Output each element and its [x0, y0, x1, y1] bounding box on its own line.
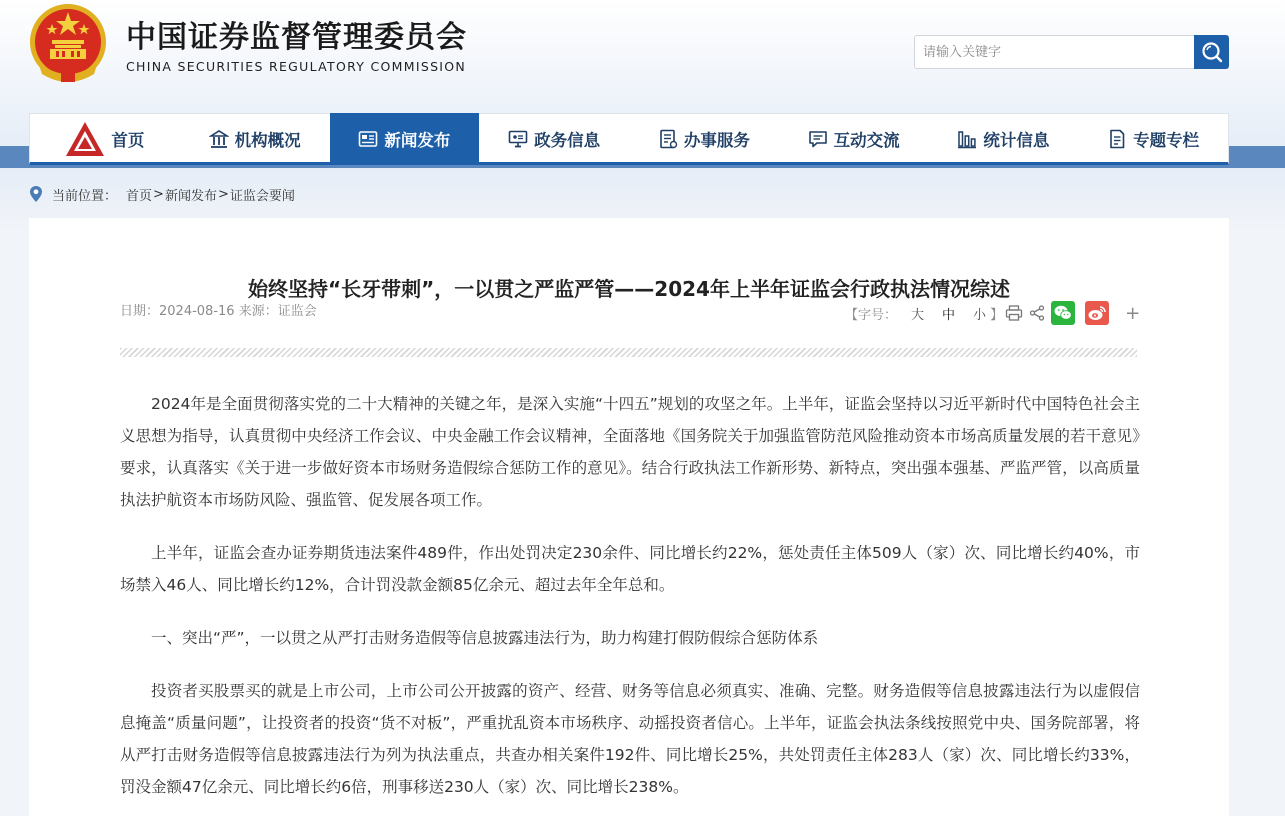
- weibo-share-button[interactable]: [1085, 301, 1109, 325]
- article-body: [120, 388, 1140, 816]
- search-icon: [1201, 41, 1223, 63]
- print-icon[interactable]: [1005, 304, 1023, 322]
- national-emblem-icon[interactable]: [28, 2, 108, 86]
- article-tools: [845, 300, 1140, 326]
- nav-item-about[interactable]: [180, 114, 330, 163]
- nav-item-label: 首页: [111, 130, 145, 150]
- wechat-icon: [1053, 304, 1073, 322]
- weibo-icon: [1087, 304, 1107, 322]
- article-panel: [29, 218, 1229, 816]
- article-paragraph: 2024年是全面贯彻落实党的二十大精神的关键之年，是深入实施“十四五”规划的攻坚之年。上半年，证监会坚持以习近平新时代中国特色社会主义思想为指导，认真贯彻中央经济工作会议、中央金融工作会议精神，全面落地《国务院关于加强监管防范风险推动资本市场高质量发展的若干意见》要求，认真落实《关于进一步做好资本市场财务造假综合惩防工作的意见》。结合行政执法工作新形势、新特点，突出强本强基、严监严管，以高质量执法护航资本市场防风险、强监管、促发展各项工作。: [120, 395, 1140, 509]
- nav-item-label: 专题专栏: [1133, 130, 1200, 150]
- nav-item-news[interactable]: [330, 113, 480, 165]
- search-button[interactable]: [1194, 35, 1229, 69]
- wechat-share-button[interactable]: [1051, 301, 1075, 325]
- site-header: [0, 0, 1285, 113]
- nav-item-government-info[interactable]: [479, 114, 629, 163]
- article-section-heading: 一、突出“严”，一以贯之从严打击财务造假等信息披露违法行为，助力构建打假防假综合惩防体系: [151, 629, 819, 647]
- nav-item-statistics[interactable]: [929, 114, 1079, 163]
- breadcrumb: [29, 184, 295, 204]
- font-size-close: 】: [990, 307, 1004, 323]
- article-paragraph: 上半年，证监会查办证券期货违法案件489件，作出处罚决定230余件、同比增长约22%，惩处责任主体509人（家）次、同比增长约40%，市场禁入46人、同比增长约12%，合计罚没款金额85亿余元、超过去年全年总和。: [120, 544, 1140, 594]
- nav-item-label: 统计信息: [983, 130, 1050, 150]
- chat-icon: [808, 129, 828, 149]
- article-paragraph: 投资者买股票买的就是上市公司，上市公司公开披露的资产、经营、财务等信息必须真实、准确、完整。财务造假等信息披露违法行为以虚假信息掩盖“质量问题”，让投资者的投资“货不对板”，严重扰乱资本市场秩序、动摇投资者信心。上半年，证监会执法条线按照党中央、国务院部署，将从严打击财务造假等信息披露违法行为列为执法重点，共查办相关案件192件、同比增长25%，共处罚责任主体283人（家）次、同比增长约33%，罚没金额47亿余元、同比增长约6倍，刑事移送230人（家）次、同比增长238%。: [120, 682, 1140, 796]
- nav-item-label: 政务信息: [534, 130, 601, 150]
- nav-item-label: 新闻发布: [384, 131, 451, 150]
- monitor-icon: [508, 129, 528, 149]
- font-size-label: 【字号：: [845, 307, 898, 323]
- font-size-small-button[interactable]: 小: [973, 307, 987, 323]
- breadcrumb-current[interactable]: 证监会要闻: [229, 188, 295, 204]
- breadcrumb-home[interactable]: 首页: [126, 188, 153, 204]
- share-icon[interactable]: [1029, 305, 1045, 321]
- article-source: 证监会: [277, 304, 317, 319]
- bar-chart-icon: [957, 129, 977, 149]
- site-title[interactable]: 中国证券监督管理委员会: [126, 20, 467, 55]
- date-label: 日期：: [120, 304, 160, 319]
- nav-item-label: 互动交流: [833, 130, 900, 150]
- breadcrumb-separator: >: [153, 186, 164, 202]
- site-title-english: CHINA SECURITIES REGULATORY COMMISSION: [126, 59, 467, 74]
- document-list-icon: [658, 129, 678, 149]
- breadcrumb-separator: >: [217, 186, 229, 202]
- nav-item-topics[interactable]: [1078, 114, 1228, 163]
- breadcrumb-news[interactable]: 新闻发布: [164, 188, 217, 204]
- nav-item-services[interactable]: [629, 114, 779, 163]
- title-divider: [120, 348, 1137, 357]
- search-input[interactable]: [915, 36, 1195, 68]
- csrc-logo-icon: [65, 121, 105, 157]
- font-size-large-button[interactable]: 大: [911, 307, 925, 323]
- main-nav: [29, 113, 1229, 165]
- search-box: [914, 35, 1195, 69]
- building-icon: [209, 129, 229, 149]
- news-icon: [358, 129, 378, 149]
- nav-item-interaction[interactable]: [779, 114, 929, 163]
- article-meta: [120, 300, 317, 319]
- font-size-medium-button[interactable]: 中: [942, 307, 956, 323]
- article-title: 始终坚持“长牙带刺”，一以贯之严监严管——2024年上半年证监会行政执法情况综述: [248, 277, 1010, 301]
- file-icon: [1107, 129, 1127, 149]
- nav-item-home[interactable]: [30, 114, 180, 163]
- more-share-button[interactable]: +: [1125, 302, 1141, 324]
- nav-item-label: 机构概况: [234, 130, 301, 150]
- source-label: 来源：: [238, 304, 278, 319]
- breadcrumb-prefix: 当前位置：: [52, 188, 118, 204]
- article-date: 2024-08-16: [159, 304, 235, 319]
- location-pin-icon: [29, 185, 43, 203]
- nav-item-label: 办事服务: [683, 130, 750, 150]
